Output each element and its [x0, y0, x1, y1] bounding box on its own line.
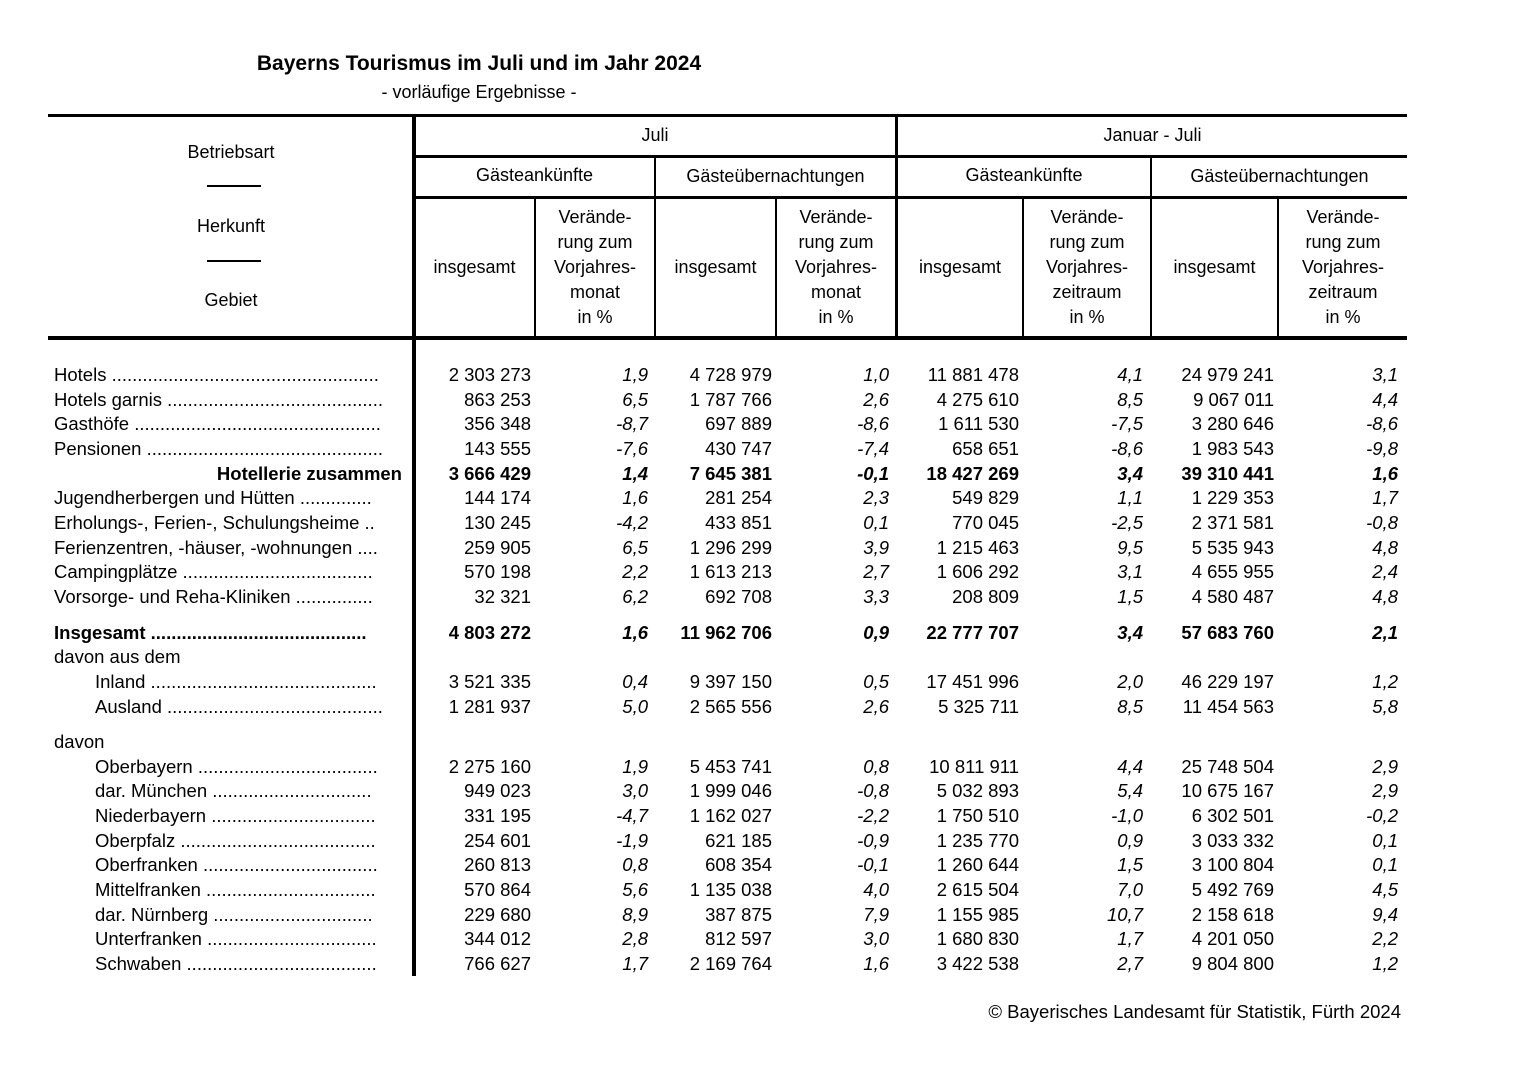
change-cell: -0,1: [857, 463, 889, 484]
change-cell: -9,8: [1366, 438, 1398, 459]
stub-header-dash: [207, 185, 261, 187]
change-cell: 2,2: [1372, 928, 1398, 949]
col-header-line: rung zum: [557, 232, 633, 252]
change-cell: -4,7: [616, 805, 648, 826]
table-row: [0, 362, 1525, 387]
change-cell: 0,1: [1372, 854, 1398, 875]
change-cell: -0,1: [857, 854, 889, 875]
change-cell: 0,1: [863, 512, 889, 533]
value-cell: 3 100 804: [1191, 854, 1274, 875]
value-cell: 281 254: [705, 487, 772, 508]
row-label: Campingplätze .....................................: [54, 561, 373, 582]
change-cell: 8,5: [1117, 389, 1143, 410]
change-cell: 1,7: [622, 953, 648, 974]
change-cell: 8,5: [1117, 696, 1143, 717]
change-cell: -7,4: [857, 438, 889, 459]
value-cell: 692 708: [705, 586, 772, 607]
row-label: Ausland ..........................................: [95, 696, 383, 717]
stub-header-betriebsart: Betriebsart: [187, 142, 275, 162]
table-row: [0, 694, 1525, 719]
change-cell: -1,9: [616, 830, 648, 851]
value-cell: 11 881 478: [927, 364, 1019, 385]
change-cell: 2,9: [1372, 780, 1398, 801]
stub-header-herkunft: Herkunft: [196, 216, 266, 236]
table-row: [0, 620, 1525, 645]
row-label: davon: [54, 731, 105, 752]
change-cell: 3,1: [1372, 364, 1398, 385]
value-cell: 24 979 241: [1181, 364, 1274, 385]
table-row: [0, 644, 1525, 669]
change-cell: 7,0: [1117, 879, 1143, 900]
col-header-line: Verände-: [1306, 207, 1380, 227]
measure-header-ankuenfte: Gästeankünfte: [475, 165, 594, 185]
change-cell: 4,4: [1117, 756, 1143, 777]
table-row: [0, 411, 1525, 436]
change-cell: 1,6: [1372, 463, 1398, 484]
value-cell: 3 033 332: [1191, 830, 1274, 851]
value-cell: 549 829: [952, 487, 1019, 508]
change-cell: 2,2: [622, 561, 648, 582]
value-cell: 433 851: [705, 512, 772, 533]
change-cell: 0,8: [863, 756, 889, 777]
col-header-line: Verände-: [799, 207, 873, 227]
col-header-line: in %: [818, 307, 854, 327]
value-cell: 658 651: [952, 438, 1019, 459]
value-cell: 430 747: [705, 438, 772, 459]
change-cell: 10,7: [1106, 904, 1143, 925]
change-cell: 0,4: [622, 671, 648, 692]
table-row: [0, 584, 1525, 609]
measure-header-uebernachtungen: Gästeübernachtungen: [1190, 166, 1369, 186]
change-cell: 3,3: [863, 586, 889, 607]
value-cell: 1 260 644: [936, 854, 1019, 875]
value-cell: 344 012: [464, 928, 531, 949]
change-cell: 1,7: [1117, 928, 1143, 949]
col-header-line: rung zum: [1049, 232, 1125, 252]
value-cell: 5 535 943: [1191, 537, 1274, 558]
col-header-change: [777, 205, 895, 330]
col-header-line: rung zum: [1305, 232, 1381, 252]
value-cell: 25 748 504: [1181, 756, 1274, 777]
change-cell: 6,5: [622, 389, 648, 410]
col-header-change: [1024, 205, 1150, 330]
value-cell: 1 155 985: [936, 904, 1019, 925]
change-cell: 3,0: [622, 780, 648, 801]
value-cell: 949 023: [464, 780, 531, 801]
change-cell: 1,6: [863, 953, 889, 974]
value-cell: 208 809: [952, 586, 1019, 607]
change-cell: 5,0: [622, 696, 648, 717]
change-cell: 0,5: [863, 671, 889, 692]
change-cell: -8,6: [857, 413, 889, 434]
change-cell: -0,2: [1366, 805, 1398, 826]
change-cell: 2,6: [863, 696, 889, 717]
row-label: Oberfranken ..................................: [95, 854, 378, 875]
change-cell: 0,8: [622, 854, 648, 875]
row-label: Gasthöfe ................................................: [54, 413, 381, 434]
col-header-line: monat: [810, 282, 862, 302]
change-cell: 7,9: [863, 904, 889, 925]
value-cell: 863 253: [464, 389, 531, 410]
table-row: [0, 778, 1525, 803]
value-cell: 143 555: [464, 438, 531, 459]
change-cell: 0,1: [1372, 830, 1398, 851]
row-label: Erholungs-, Ferien-, Schulungsheime ..: [54, 512, 375, 533]
col-header-change: [536, 205, 654, 330]
value-cell: 130 245: [464, 512, 531, 533]
value-cell: 2 303 273: [448, 364, 531, 385]
stub-header-dash: [207, 260, 261, 262]
change-cell: 1,4: [622, 463, 648, 484]
value-cell: 1 229 353: [1191, 487, 1274, 508]
value-cell: 39 310 441: [1181, 463, 1274, 484]
value-cell: 697 889: [705, 413, 772, 434]
value-cell: 1 135 038: [689, 879, 772, 900]
col-header-line: in %: [1325, 307, 1361, 327]
change-cell: 4,0: [863, 879, 889, 900]
value-cell: 812 597: [705, 928, 772, 949]
value-cell: 18 427 269: [926, 463, 1019, 484]
period-header-juli: Juli: [641, 125, 669, 145]
change-cell: -2,5: [1111, 512, 1143, 533]
change-cell: -2,2: [857, 805, 889, 826]
change-cell: 4,8: [1372, 586, 1398, 607]
period-rule: [414, 155, 1407, 158]
value-cell: 32 321: [474, 586, 531, 607]
change-cell: -7,6: [616, 438, 648, 459]
change-cell: 1,0: [863, 364, 889, 385]
value-cell: 766 627: [464, 953, 531, 974]
change-cell: 2,8: [622, 928, 648, 949]
row-label: Jugendherbergen und Hütten ..............: [54, 487, 372, 508]
table-row: [0, 803, 1525, 828]
value-cell: 1 215 463: [936, 537, 1019, 558]
change-cell: 1,5: [1117, 586, 1143, 607]
col-header-line: in %: [1069, 307, 1105, 327]
value-cell: 5 453 741: [689, 756, 772, 777]
change-cell: 5,8: [1372, 696, 1398, 717]
change-cell: 0,9: [863, 622, 889, 643]
change-cell: 9,4: [1372, 904, 1398, 925]
value-cell: 2 275 160: [448, 756, 531, 777]
value-cell: 608 354: [705, 854, 772, 875]
change-cell: 3,4: [1117, 463, 1143, 484]
value-cell: 22 777 707: [926, 622, 1019, 643]
footer-copyright: © Bayerisches Landesamt für Statistik, Fürth 2024: [988, 1001, 1401, 1022]
change-cell: -4,2: [616, 512, 648, 533]
table-row: [0, 877, 1525, 902]
change-cell: 0,9: [1117, 830, 1143, 851]
value-cell: 387 875: [705, 904, 772, 925]
row-label: dar. Nürnberg ...............................: [95, 904, 373, 925]
row-label: Hotels ....................................................: [54, 364, 379, 385]
value-cell: 1 235 770: [936, 830, 1019, 851]
value-cell: 770 045: [952, 512, 1019, 533]
change-cell: -1,0: [1111, 805, 1143, 826]
value-cell: 4 655 955: [1191, 561, 1274, 582]
value-cell: 1 680 830: [936, 928, 1019, 949]
value-cell: 331 195: [464, 805, 531, 826]
col-header-line: Verände-: [558, 207, 632, 227]
value-cell: 1 999 046: [689, 780, 772, 801]
value-cell: 5 325 711: [938, 696, 1019, 717]
value-cell: 7 645 381: [689, 463, 772, 484]
value-cell: 1 281 937: [448, 696, 531, 717]
col-header-insgesamt: insgesamt: [433, 257, 516, 277]
header-bottom-rule: [48, 336, 1407, 340]
value-cell: 2 371 581: [1191, 512, 1274, 533]
table-row: [0, 926, 1525, 951]
table-row: [0, 485, 1525, 510]
col-header-line: Vorjahres-: [1045, 257, 1129, 277]
change-cell: 4,8: [1372, 537, 1398, 558]
change-cell: 1,5: [1117, 854, 1143, 875]
value-cell: 5 492 769: [1191, 879, 1274, 900]
change-cell: 2,1: [1372, 622, 1398, 643]
value-cell: 9 067 011: [1193, 389, 1274, 410]
table-row: [0, 902, 1525, 927]
value-cell: 4 803 272: [448, 622, 531, 643]
col-header-line: Verände-: [1050, 207, 1124, 227]
table-row: [0, 828, 1525, 853]
table-row: [0, 387, 1525, 412]
measure-header-ankuenfte: Gästeankünfte: [965, 165, 1083, 185]
value-cell: 2 565 556: [689, 696, 772, 717]
col-header-line: Vorjahres-: [553, 257, 637, 277]
row-label: davon aus dem: [54, 646, 181, 667]
value-cell: 356 348: [464, 413, 531, 434]
value-cell: 3 280 646: [1191, 413, 1274, 434]
value-cell: 570 864: [464, 879, 531, 900]
row-label: Mittelfranken .................................: [95, 879, 376, 900]
value-cell: 3 666 429: [448, 463, 531, 484]
col-header-insgesamt: insgesamt: [918, 257, 1002, 277]
change-cell: -8,6: [1366, 413, 1398, 434]
table-row: [0, 461, 1525, 486]
value-cell: 46 229 197: [1181, 671, 1274, 692]
change-cell: 2,7: [1117, 953, 1143, 974]
value-cell: 1 613 213: [689, 561, 772, 582]
change-cell: 2,4: [1372, 561, 1398, 582]
change-cell: 4,4: [1372, 389, 1398, 410]
value-cell: 4 275 610: [936, 389, 1019, 410]
col-header-line: zeitraum: [1308, 282, 1378, 302]
value-cell: 11 454 563: [1182, 696, 1274, 717]
change-cell: 3,1: [1117, 561, 1143, 582]
page-title: Bayerns Tourismus im Juli und im Jahr 2024: [256, 52, 702, 75]
value-cell: 2 158 618: [1191, 904, 1274, 925]
value-cell: 621 185: [705, 830, 772, 851]
change-cell: 2,9: [1372, 756, 1398, 777]
row-label: Vorsorge- und Reha-Kliniken ...............: [54, 586, 373, 607]
row-label: Pensionen ..............................................: [54, 438, 384, 459]
value-cell: 9 397 150: [689, 671, 772, 692]
row-label: Unterfranken .................................: [95, 928, 377, 949]
col-header-change: [1279, 205, 1407, 330]
value-cell: 57 683 760: [1181, 622, 1274, 643]
row-label: Inland ............................................: [95, 671, 377, 692]
table-row: [0, 852, 1525, 877]
table-top-rule: [48, 114, 1407, 117]
row-label: dar. München ...............................: [95, 780, 372, 801]
value-cell: 1 787 766: [689, 389, 772, 410]
change-cell: 2,3: [863, 487, 889, 508]
change-cell: -8,7: [616, 413, 648, 434]
row-label: Oberpfalz ......................................: [95, 830, 376, 851]
value-cell: 3 521 335: [448, 671, 531, 692]
value-cell: 10 675 167: [1181, 780, 1274, 801]
value-cell: 9 804 800: [1191, 953, 1274, 974]
row-label: Ferienzentren, -häuser, -wohnungen ....: [54, 537, 378, 558]
value-cell: 229 680: [464, 904, 531, 925]
change-cell: 2,7: [863, 561, 889, 582]
change-cell: 3,0: [863, 928, 889, 949]
value-cell: 4 728 979: [689, 364, 772, 385]
change-cell: 5,4: [1117, 780, 1143, 801]
change-cell: 1,7: [1372, 487, 1398, 508]
table-row: [0, 669, 1525, 694]
row-label: Oberbayern ...................................: [95, 756, 378, 777]
value-cell: 570 198: [464, 561, 531, 582]
col-header-line: monat: [569, 282, 621, 302]
value-cell: 3 422 538: [936, 953, 1019, 974]
col-header-line: zeitraum: [1052, 282, 1122, 302]
value-cell: 10 811 911: [929, 756, 1019, 777]
col-header-line: in %: [577, 307, 613, 327]
page-subtitle: - vorläufige Ergebnisse -: [381, 82, 577, 102]
value-cell: 2 169 764: [689, 953, 772, 974]
change-cell: -7,5: [1111, 413, 1143, 434]
table-row: [0, 729, 1525, 754]
change-cell: 1,6: [622, 622, 648, 643]
value-cell: 2 615 504: [936, 879, 1019, 900]
value-cell: 1 162 027: [689, 805, 772, 826]
change-cell: 1,1: [1117, 487, 1143, 508]
value-cell: 5 032 893: [936, 780, 1019, 801]
change-cell: 9,5: [1117, 537, 1143, 558]
measure-rule: [414, 196, 1407, 199]
row-label: Niederbayern ................................: [95, 805, 376, 826]
value-cell: 260 813: [464, 854, 531, 875]
change-cell: 8,9: [622, 904, 648, 925]
value-cell: 1 983 543: [1191, 438, 1274, 459]
value-cell: 1 296 299: [689, 537, 772, 558]
value-cell: 1 611 530: [938, 413, 1019, 434]
value-cell: 1 750 510: [936, 805, 1019, 826]
row-label: Insgesamt ..........................................: [54, 622, 367, 643]
table-row: [0, 436, 1525, 461]
col-header-line: rung zum: [798, 232, 874, 252]
value-cell: 4 580 487: [1191, 586, 1274, 607]
table-row: [0, 559, 1525, 584]
change-cell: 3,4: [1117, 622, 1143, 643]
change-cell: 3,9: [863, 537, 889, 558]
change-cell: -0,9: [857, 830, 889, 851]
col-header-line: Vorjahres-: [794, 257, 878, 277]
col-header-line: Vorjahres-: [1301, 257, 1385, 277]
table-row: [0, 535, 1525, 560]
value-cell: 11 962 706: [680, 622, 772, 643]
value-cell: 6 302 501: [1191, 805, 1274, 826]
change-cell: 5,6: [622, 879, 648, 900]
period-header-jan-juli: Januar - Juli: [1103, 125, 1202, 145]
value-cell: 259 905: [464, 537, 531, 558]
change-cell: -0,8: [1366, 512, 1398, 533]
change-cell: 2,6: [863, 389, 889, 410]
change-cell: 4,5: [1372, 879, 1398, 900]
change-cell: 1,2: [1372, 953, 1398, 974]
change-cell: 4,1: [1117, 364, 1143, 385]
value-cell: 144 174: [464, 487, 531, 508]
measure-header-uebernachtungen: Gästeübernachtungen: [686, 166, 865, 186]
change-cell: 2,0: [1117, 671, 1143, 692]
change-cell: 1,9: [622, 756, 648, 777]
change-cell: 6,2: [622, 586, 648, 607]
table-row: [0, 510, 1525, 535]
change-cell: 1,6: [622, 487, 648, 508]
change-cell: 6,5: [622, 537, 648, 558]
change-cell: 1,9: [622, 364, 648, 385]
value-cell: 254 601: [464, 830, 531, 851]
value-cell: 17 451 996: [926, 671, 1019, 692]
col-header-insgesamt: insgesamt: [674, 257, 757, 277]
col-header-insgesamt: insgesamt: [1173, 257, 1256, 277]
table-row: [0, 951, 1525, 976]
row-label: Schwaben .....................................: [95, 953, 377, 974]
stub-header-gebiet: Gebiet: [204, 290, 258, 310]
change-cell: 1,2: [1372, 671, 1398, 692]
change-cell: -0,8: [857, 780, 889, 801]
row-label: Hotels garnis ..........................................: [54, 389, 383, 410]
change-cell: -8,6: [1111, 438, 1143, 459]
value-cell: 4 201 050: [1191, 928, 1274, 949]
value-cell: 1 606 292: [936, 561, 1019, 582]
table-row: [0, 754, 1525, 779]
row-label: Hotellerie zusammen: [216, 463, 402, 484]
